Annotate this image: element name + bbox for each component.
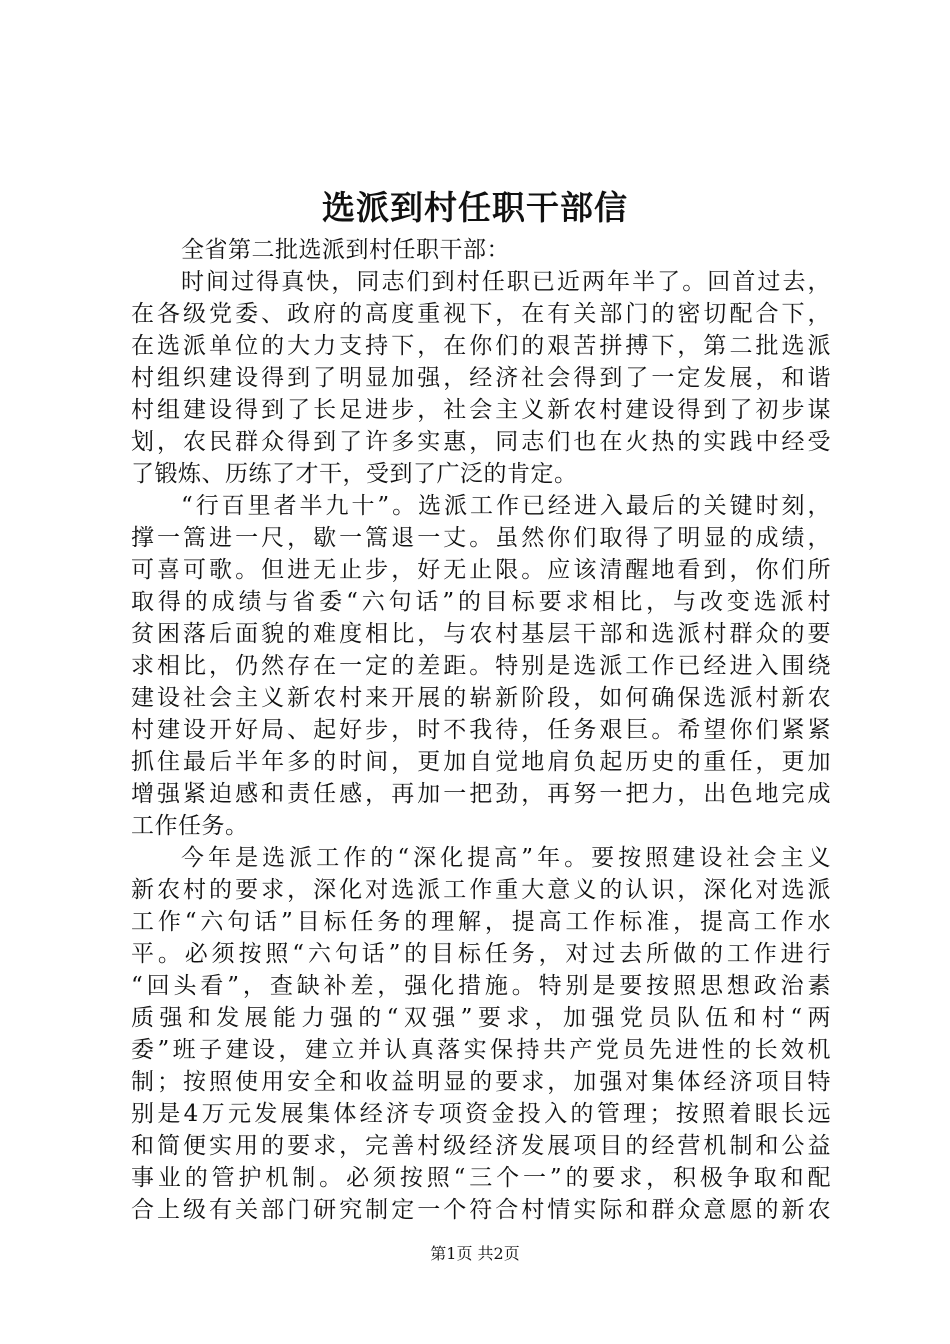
text-line: 质强和发展能力强的“双强”要求，加强党员队伍和村“两: [131, 1005, 831, 1031]
text-line: 工作任务。: [131, 813, 249, 839]
text-line: 划，农民群众得到了许多实惠，同志们也在火热的实践中经受: [131, 429, 831, 455]
text-line: 别是4万元发展集体经济专项资金投入的管理；按照着眼长远: [131, 1101, 831, 1127]
text-line: 抓住最后半年多的时间，更加自觉地肩负起历史的重任，更加: [131, 749, 831, 775]
text-line: 和简便实用的要求，完善村级经济发展项目的经营机制和公益: [131, 1133, 831, 1159]
text-line: 在各级党委、政府的高度重视下，在有关部门的密切配合下，: [131, 301, 831, 327]
text-line: 平。必须按照“六句话”的目标任务，对过去所做的工作进行: [131, 941, 831, 967]
text-line: 村组织建设得到了明显加强，经济社会得到了一定发展，和谐: [131, 365, 831, 391]
text-line: “行百里者半九十”。选派工作已经进入最后的关键时刻，: [181, 493, 831, 519]
text-line: 事业的管护机制。必须按照“三个一”的要求，积极争取和配: [131, 1165, 831, 1191]
text-line: 全省第二批选派到村任职干部：: [181, 237, 510, 263]
text-line: 可喜可歌。但进无止步，好无止限。应该清醒地看到，你们所: [131, 557, 831, 583]
text-line: 村组建设得到了长足进步，社会主义新农村建设得到了初步谋: [131, 397, 831, 423]
text-line: 在选派单位的大力支持下，在你们的艰苦拼搏下，第二批选派: [131, 333, 831, 359]
text-line: 委”班子建设，建立并认真落实保持共产党员先进性的长效机: [131, 1037, 831, 1063]
text-line: 村建设开好局、起好步，时不我待，任务艰巨。希望你们紧紧: [131, 717, 831, 743]
text-line: 新农村的要求，深化对选派工作重大意义的认识，深化对选派: [131, 877, 831, 903]
text-line: 增强紧迫感和责任感，再加一把劲，再努一把力，出色地完成: [131, 781, 831, 807]
document-title: 选派到村任职干部信: [322, 188, 628, 227]
text-line: 建设社会主义新农村来开展的崭新阶段，如何确保选派村新农: [131, 685, 831, 711]
page-footer: 第1页 共2页: [430, 1244, 520, 1263]
text-line: 撑一篙进一尺，歇一篙退一丈。虽然你们取得了明显的成绩，: [131, 525, 831, 551]
text-line: 制；按照使用安全和收益明显的要求，加强对集体经济项目特: [131, 1069, 831, 1095]
text-line: 取得的成绩与省委“六句话”的目标要求相比，与改变选派村: [131, 589, 831, 615]
text-line: 求相比，仍然存在一定的差距。特别是选派工作已经进入围绕: [131, 653, 831, 679]
text-line: 合上级有关部门研究制定一个符合村情实际和群众意愿的新农: [131, 1197, 831, 1223]
text-line: “回头看”，查缺补差，强化措施。特别是要按照思想政治素: [131, 973, 831, 999]
text-line: 了锻炼、历练了才干，受到了广泛的肯定。: [131, 461, 578, 487]
text-line: 今年是选派工作的“深化提高”年。要按照建设社会主义: [181, 845, 831, 871]
text-line: 贫困落后面貌的难度相比，与农村基层干部和选派村群众的要: [131, 621, 831, 647]
text-line: 时间过得真快，同志们到村任职已近两年半了。回首过去，: [181, 269, 831, 295]
document-body: [131, 234, 831, 1226]
text-line: 工作“六句话”目标任务的理解，提高工作标准，提高工作水: [131, 909, 831, 935]
